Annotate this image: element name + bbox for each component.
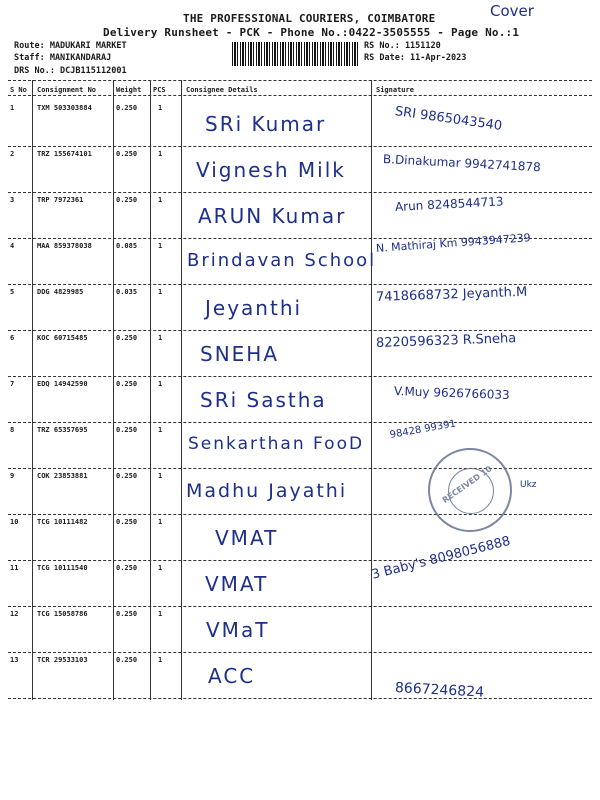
col-divider	[113, 80, 114, 700]
row-signature-handwritten: SRI 9865043540	[393, 104, 503, 134]
row-weight: 0.250	[116, 518, 138, 526]
row-sno: 12	[10, 610, 19, 618]
row-weight: 0.250	[116, 150, 138, 158]
row-pcs: 1	[158, 426, 163, 434]
staff-label: Staff: MANIKANDARAJ	[14, 53, 112, 63]
row-signature-handwritten: 7418668732 Jeyanth.M	[375, 284, 528, 305]
row-consignee-handwritten: SRi Kumar	[205, 112, 327, 136]
row-consignment-no: TCG 10111540	[37, 564, 88, 572]
row-pcs: 1	[158, 196, 163, 204]
row-pcs: 1	[158, 242, 163, 250]
row-pcs: 1	[158, 610, 163, 618]
row-consignee-handwritten: SRi Sastha	[200, 388, 327, 412]
row-consignee-handwritten: Senkarthan FooD	[188, 434, 365, 454]
row-pcs: 1	[158, 656, 163, 664]
row-signature-handwritten: 98428 99391	[389, 418, 457, 441]
row-pcs: 1	[158, 564, 163, 572]
header-top-divider	[8, 80, 592, 81]
row-consignee-handwritten: SNEHA	[200, 342, 280, 366]
row-sno: 11	[10, 564, 19, 572]
row-consignment-no: MAA 859378038	[37, 242, 92, 250]
col-divider	[371, 80, 372, 700]
row-pcs: 1	[158, 334, 163, 342]
row-consignee-handwritten: VMAT	[205, 572, 269, 596]
row-pcs: 1	[158, 380, 163, 388]
row-consignee-handwritten: VMAT	[215, 526, 279, 550]
col-header-consignment: Consignment No	[37, 86, 97, 94]
row-weight: 0.250	[116, 472, 138, 480]
row-consignment-no: TRZ 65357695	[37, 426, 88, 434]
row-divider	[8, 192, 592, 193]
row-weight: 0.250	[116, 380, 138, 388]
row-consignee-handwritten: Brindavan School	[187, 250, 377, 271]
col-header-consignee: Consignee Details	[186, 86, 258, 94]
row-weight: 0.250	[116, 564, 138, 572]
header-bottom-divider	[8, 95, 592, 96]
row-weight: 0.250	[116, 610, 138, 618]
barcode	[232, 42, 360, 66]
col-divider	[181, 80, 182, 700]
row-pcs: 1	[158, 104, 163, 112]
row-consignment-no: TXM 503303884	[37, 104, 92, 112]
row-sno: 9	[10, 472, 15, 480]
runsheet-title: Delivery Runsheet - PCK - Phone No.:0422-3505555 - Page No.:1	[103, 26, 520, 39]
col-divider	[150, 80, 151, 700]
row-consignee-handwritten: VMaT	[206, 618, 270, 642]
row-sno: 1	[10, 104, 15, 112]
row-pcs: 1	[158, 288, 163, 296]
row-sno: 5	[10, 288, 15, 296]
row-consignment-no: TCR 29533103	[37, 656, 88, 664]
row-weight: 0.250	[116, 334, 138, 342]
row-signature-handwritten: V.Muy 9626766033	[393, 384, 510, 403]
row-divider	[8, 560, 592, 561]
row-weight: 0.035	[116, 288, 138, 296]
row-divider	[8, 422, 592, 423]
row-consignment-no: COK 23853881	[37, 472, 88, 480]
row-sno: 10	[10, 518, 19, 526]
row-signature-handwritten: 8667246824	[394, 680, 485, 701]
row-signature-handwritten: B.Dinakumar 9942741878	[382, 152, 542, 175]
row-pcs: 1	[158, 150, 163, 158]
row-consignment-no: TCG 10111482	[37, 518, 88, 526]
col-header-sno: S No	[10, 86, 27, 94]
rs-date-label: RS Date: 11-Apr-2023	[364, 53, 467, 63]
col-divider	[32, 80, 33, 700]
row-consignment-no: TRP 7972361	[37, 196, 84, 204]
row-divider	[8, 606, 592, 607]
row-sno: 13	[10, 656, 19, 664]
drs-label: DRS No.: DCJB115112001	[14, 66, 127, 76]
row-sno: 2	[10, 150, 15, 158]
row-signature-handwritten: N. Mathiraj Km 9943947239	[375, 231, 532, 255]
row-signature-handwritten: 8220596323 R.Sneha	[375, 331, 517, 351]
row-consignee-handwritten: ACC	[208, 664, 256, 688]
row-consignee-handwritten: Jeyanthi	[205, 296, 303, 320]
route-label: Route: MADUKARI MARKET	[14, 41, 127, 51]
row-consignment-no: DDG 4829985	[37, 288, 84, 296]
row-divider	[8, 514, 592, 515]
row-sno: 7	[10, 380, 15, 388]
row-consignee-handwritten: Vignesh Milk	[196, 158, 346, 182]
row-divider	[8, 652, 592, 653]
row-sno: 4	[10, 242, 15, 250]
row-sno: 3	[10, 196, 15, 204]
row-consignment-no: KOC 60715485	[37, 334, 88, 342]
row-divider	[8, 376, 592, 377]
row-divider	[8, 698, 592, 699]
row-divider	[8, 146, 592, 147]
received-stamp	[428, 448, 512, 532]
row-pcs: 1	[158, 472, 163, 480]
row-signature-handwritten: 3 Baby's 8098056888	[370, 533, 513, 583]
row-consignment-no: EDQ 14942590	[37, 380, 88, 388]
row-sno: 8	[10, 426, 15, 434]
company-title: THE PROFESSIONAL COURIERS, COIMBATORE	[183, 12, 436, 25]
corner-note: Cover	[490, 2, 534, 20]
row-consignee-handwritten: ARUN Kumar	[198, 204, 347, 228]
row-consignment-no: TRZ 155674101	[37, 150, 92, 158]
row-consignment-no: TCG 15058786	[37, 610, 88, 618]
row-pcs: 1	[158, 518, 163, 526]
col-header-pcs: PCS	[153, 86, 166, 94]
row-weight: 0.250	[116, 426, 138, 434]
row-signature-handwritten: Ukz	[520, 480, 537, 490]
row-consignee-handwritten: Madhu Jayathi	[186, 480, 348, 502]
col-header-weight: Weight	[116, 86, 142, 94]
row-signature-handwritten: Arun 8248544713	[394, 194, 504, 214]
row-sno: 6	[10, 334, 15, 342]
col-header-signature: Signature	[376, 86, 414, 94]
row-weight: 0.250	[116, 656, 138, 664]
stamp-text: RECEIVED 10	[440, 464, 494, 505]
row-weight: 0.250	[116, 104, 138, 112]
rs-no-label: RS No.: 1151120	[364, 41, 441, 51]
row-weight: 0.250	[116, 196, 138, 204]
row-weight: 0.085	[116, 242, 138, 250]
